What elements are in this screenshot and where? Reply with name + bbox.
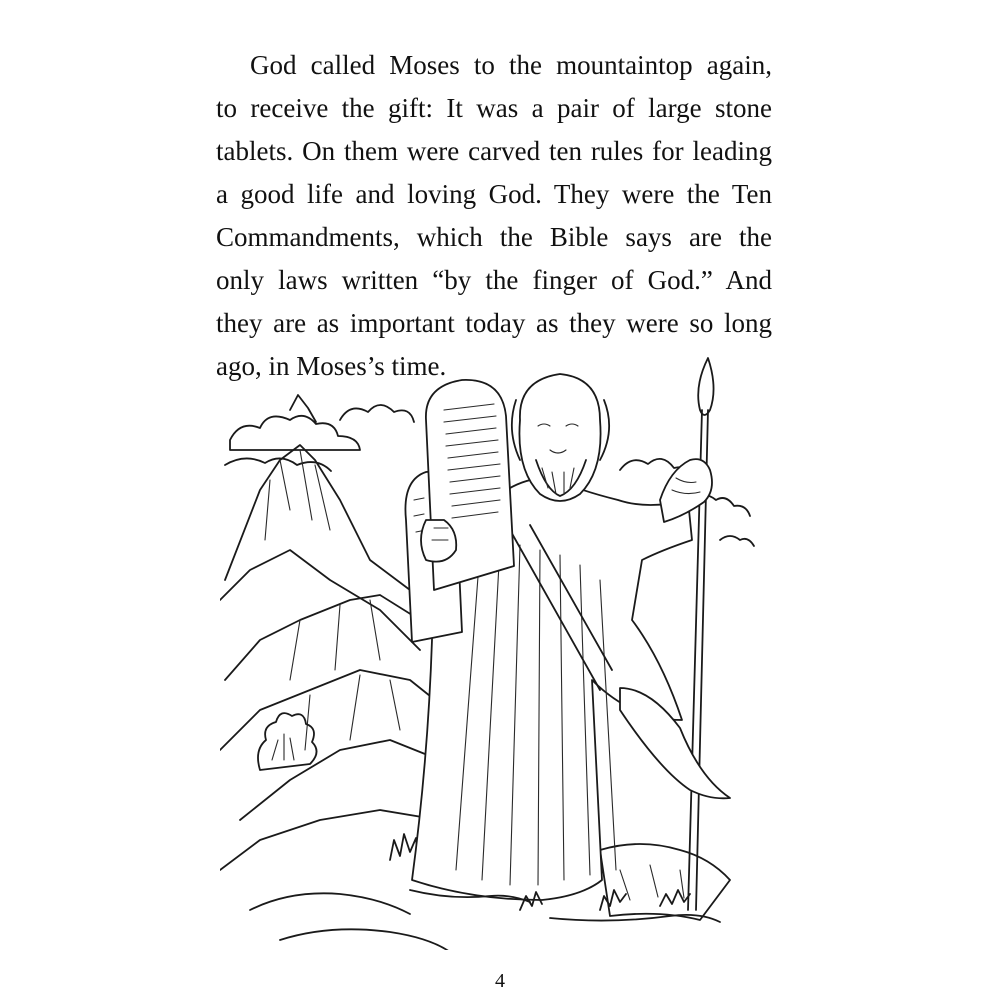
staff	[688, 358, 714, 910]
line-art-drawing	[220, 350, 780, 950]
paragraph-line: God called Moses to the mountaintop again,	[250, 50, 772, 80]
paragraph-line: ago, in Moses’s time.	[216, 351, 447, 381]
paragraph-line: they are as important today as they were so long	[216, 308, 772, 338]
moses-illustration	[220, 350, 780, 950]
paragraph-line: only laws written “by the finger of God.” And	[216, 265, 772, 295]
paragraph-line: a good life and loving God. They were the Ten	[216, 179, 772, 209]
paragraph-line: to receive the gift: It was a pair of large stone	[216, 93, 772, 123]
body-paragraph	[216, 44, 772, 388]
paragraph-line: tablets. On them were carved ten rules for leading	[216, 136, 772, 166]
page-number: 4	[495, 970, 505, 992]
paragraph-line: Commandments, which the Bible says are the	[216, 222, 772, 252]
